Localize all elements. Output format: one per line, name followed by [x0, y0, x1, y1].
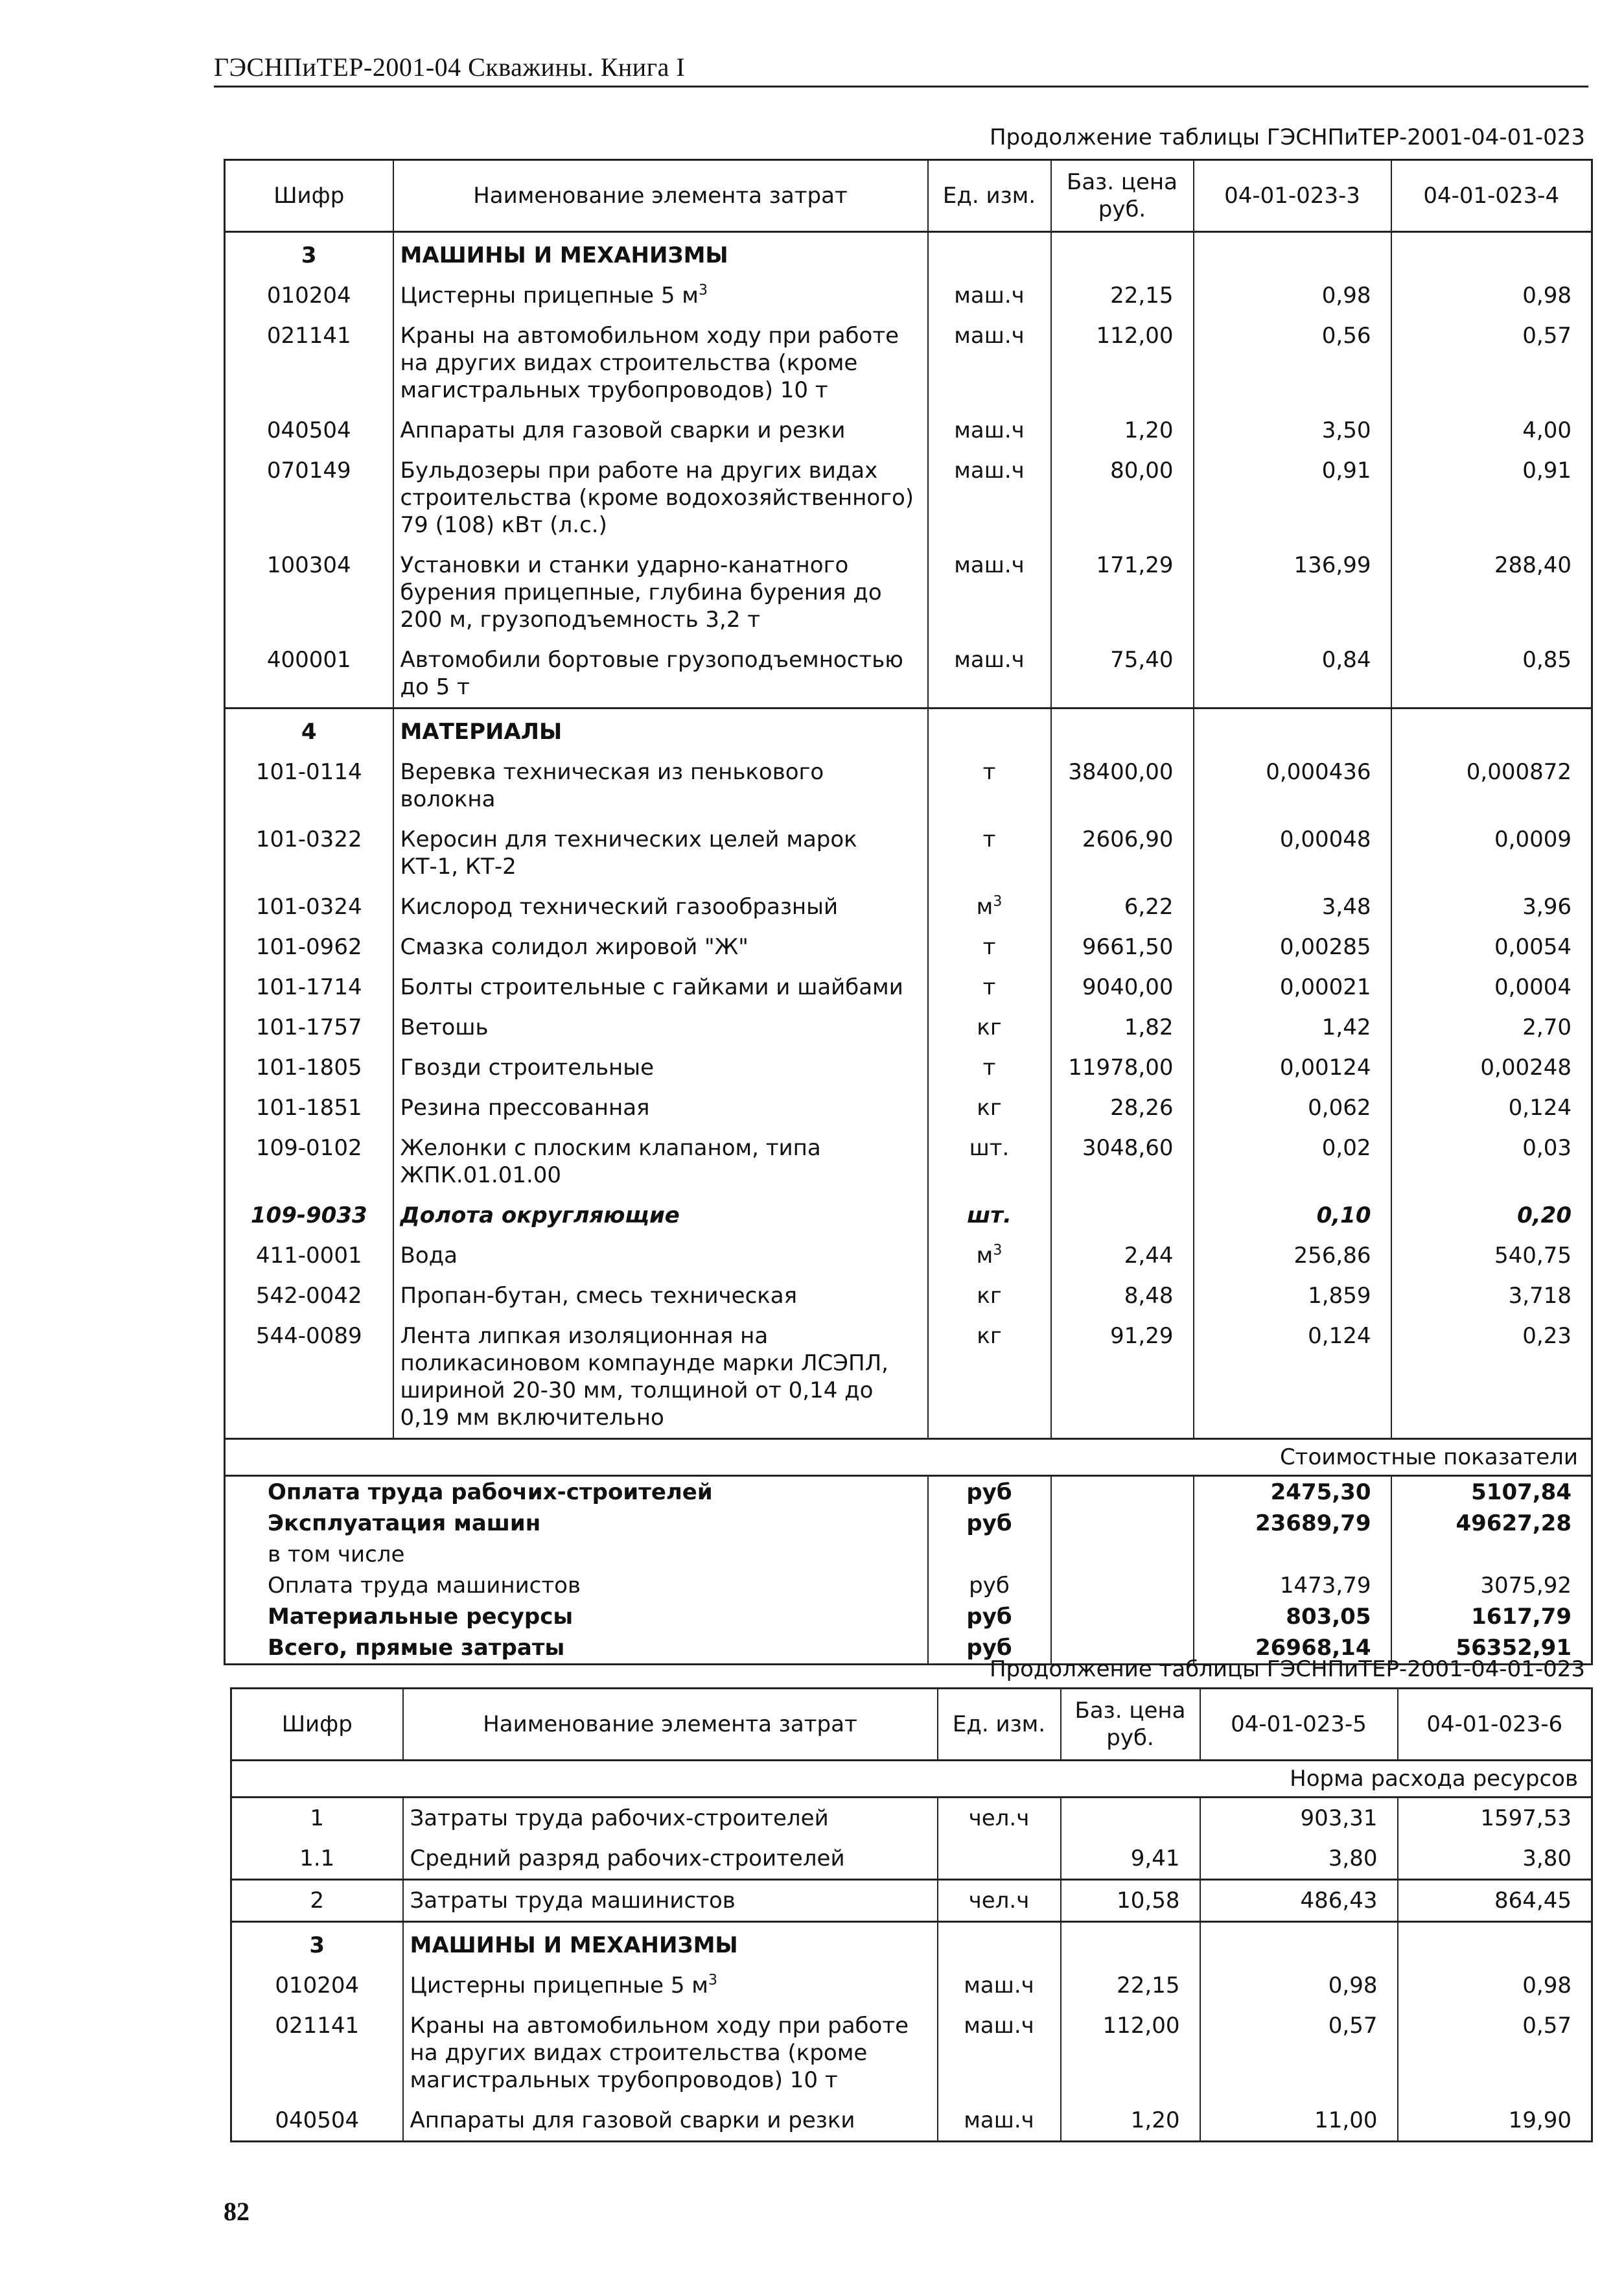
cell-value-1: 0,98	[1200, 1965, 1398, 2006]
cell-price: 3048,60	[1051, 1128, 1194, 1195]
cell-value-1: 0,56	[1194, 316, 1391, 410]
table-row	[225, 967, 1592, 1007]
section-row	[231, 1922, 1592, 1966]
cell-code: 101-1805	[225, 1048, 393, 1088]
cell-unit: $м^3$	[928, 1236, 1051, 1276]
cell-name: Затраты труда машинистов	[403, 1880, 938, 1922]
cell-name: Бульдозеры при работе на других видах строительства (кроме водохозяйственного) 79 (108) кВт (л.с.)	[393, 451, 928, 545]
cell-code: 542-0042	[225, 1276, 393, 1316]
cost-value-2: 1617,79	[1391, 1601, 1592, 1632]
empty-cell	[1051, 1539, 1194, 1570]
cell-price	[1061, 1798, 1200, 1839]
table-row	[231, 2006, 1592, 2100]
cell-value-1: 0,02	[1194, 1128, 1391, 1195]
table-row	[225, 927, 1592, 967]
cost-value-1: 1473,79	[1194, 1570, 1391, 1601]
cell-unit: кг	[928, 1088, 1051, 1128]
cell-name: Долота округляющие	[393, 1195, 928, 1236]
cell-name: Болты строительные с гайками и шайбами	[393, 967, 928, 1007]
cell-code: 021141	[225, 316, 393, 410]
cell-value-2: 0,0004	[1391, 967, 1592, 1007]
cost-unit: руб	[928, 1601, 1051, 1632]
cell-value-2: 0,98	[1391, 275, 1592, 316]
table2-header-row	[231, 1689, 1592, 1761]
cell-code: 010204	[225, 275, 393, 316]
cell-value-2: 2,70	[1391, 1007, 1592, 1048]
cost-row	[225, 1601, 1592, 1632]
cell-value-1: 0,000436	[1194, 752, 1391, 819]
cost-header-label: Стоимостные показатели	[225, 1439, 1592, 1476]
cell-unit: маш.ч	[928, 275, 1051, 316]
empty-cell	[938, 1922, 1061, 1966]
table-row	[231, 1798, 1592, 1839]
empty-cell	[1194, 232, 1391, 276]
cost-unit: руб	[928, 1632, 1051, 1665]
empty-cell	[1051, 1508, 1194, 1539]
cell-value-1: 256,86	[1194, 1236, 1391, 1276]
table-row	[225, 1195, 1592, 1236]
table-row	[225, 1048, 1592, 1088]
cell-value-1: 11,00	[1200, 2100, 1398, 2142]
cell-value-2: 1597,53	[1398, 1798, 1592, 1839]
cell-name: Резина прессованная	[393, 1088, 928, 1128]
cost-label: Эксплуатация машин	[225, 1508, 928, 1539]
table-row	[225, 545, 1592, 640]
cell-price: 11978,00	[1051, 1048, 1194, 1088]
empty-cell	[1051, 1570, 1194, 1601]
cell-unit: т	[928, 967, 1051, 1007]
cell-value-2: 0,20	[1391, 1195, 1592, 1236]
section-code: 3	[231, 1922, 403, 1966]
cell-price: 6,22	[1051, 887, 1194, 927]
cell-name: Аппараты для газовой сварки и резки	[403, 2100, 938, 2142]
norm-header	[231, 1761, 1592, 1798]
cell-unit: кг	[928, 1276, 1051, 1316]
cell-value-2: 0,124	[1391, 1088, 1592, 1128]
cost-value-1: 26968,14	[1194, 1632, 1391, 1665]
empty-cell	[1051, 1476, 1194, 1508]
cell-name: Веревка техническая из пенькового волокна	[393, 752, 928, 819]
cell-value-2: 0,57	[1391, 316, 1592, 410]
header-rule	[214, 86, 1588, 88]
cell-value-2: 4,00	[1391, 410, 1592, 451]
cell-price: 10,58	[1061, 1880, 1200, 1922]
cost-unit: руб	[928, 1508, 1051, 1539]
cell-code: 400001	[225, 640, 393, 709]
cell-unit: кг	[928, 1007, 1051, 1048]
cell-name: Автомобили бортовые грузоподъемностью до 5 т	[393, 640, 928, 709]
cell-code: 100304	[225, 545, 393, 640]
empty-cell	[1051, 709, 1194, 753]
cell-value-2: 0,03	[1391, 1128, 1592, 1195]
cell-value-1: 3,80	[1200, 1838, 1398, 1880]
table-row	[225, 1007, 1592, 1048]
cost-row	[225, 1570, 1592, 1601]
column-header: Ед. изм.	[938, 1689, 1061, 1761]
cost-header	[225, 1439, 1592, 1476]
cell-unit: кг	[928, 1316, 1051, 1439]
cell-price: 75,40	[1051, 640, 1194, 709]
cell-name: Кислород технический газообразный	[393, 887, 928, 927]
cell-unit: маш.ч	[938, 2100, 1061, 2142]
cell-unit: маш.ч	[928, 545, 1051, 640]
cost-unit: руб	[928, 1570, 1051, 1601]
section-name: МАШИНЫ И МЕХАНИЗМЫ	[403, 1922, 938, 1966]
cell-value-2: 3,718	[1391, 1276, 1592, 1316]
cell-name: Цистерны прицепные 5 $м^3$	[403, 1965, 938, 2006]
cell-name: Вода	[393, 1236, 928, 1276]
cell-unit: маш.ч	[928, 410, 1051, 451]
table-row	[225, 410, 1592, 451]
table-row	[231, 1838, 1592, 1880]
cell-unit: т	[928, 927, 1051, 967]
cell-price: 112,00	[1061, 2006, 1200, 2100]
cell-unit: маш.ч	[928, 640, 1051, 709]
cell-price: 91,29	[1051, 1316, 1194, 1439]
cell-name: Краны на автомобильном ходу при работе на других видах строительства (кроме магистральных трубопроводов) 10 т	[393, 316, 928, 410]
cost-value-1: 803,05	[1194, 1601, 1391, 1632]
table-row	[225, 887, 1592, 927]
table-row	[231, 2100, 1592, 2142]
column-header: 04-01-023-3	[1194, 160, 1391, 232]
cell-value-1: 903,31	[1200, 1798, 1398, 1839]
cell-name: Средний разряд рабочих-строителей	[403, 1838, 938, 1880]
cell-code: 070149	[225, 451, 393, 545]
cell-unit: маш.ч	[928, 316, 1051, 410]
cell-code: 021141	[231, 2006, 403, 2100]
cell-name: Лента липкая изоляционная на поликасиновом компаунде марки ЛСЭПЛ, шириной 20-30 мм, толщиной от 0,14 до 0,19 мм включительно	[393, 1316, 928, 1439]
cell-value-1: 0,00021	[1194, 967, 1391, 1007]
section-code: 3	[225, 232, 393, 276]
column-header: 04-01-023-6	[1398, 1689, 1592, 1761]
cell-unit	[938, 1838, 1061, 1880]
cell-price: 2606,90	[1051, 819, 1194, 887]
empty-cell	[928, 232, 1051, 276]
cost-label: Всего, прямые затраты	[225, 1632, 928, 1665]
cell-name: Гвозди строительные	[393, 1048, 928, 1088]
page-header-title: ГЭСНПиТЕР-2001-04 Скважины. Книга I	[214, 53, 686, 82]
column-header: Ед. изм.	[928, 160, 1051, 232]
cell-name: Керосин для технических целей марок КТ-1, КТ-2	[393, 819, 928, 887]
cell-value-2: 0,0054	[1391, 927, 1592, 967]
resource-table-2	[230, 1687, 1593, 2142]
cell-value-2: 0,57	[1398, 2006, 1592, 2100]
cost-label: в том числе	[225, 1539, 928, 1570]
cost-value-2: 5107,84	[1391, 1476, 1592, 1508]
cell-code: 1.1	[231, 1838, 403, 1880]
table-row	[225, 1236, 1592, 1276]
cell-price: 9661,50	[1051, 927, 1194, 967]
cell-value-1: 0,00124	[1194, 1048, 1391, 1088]
cell-price: 22,15	[1061, 1965, 1200, 2006]
cell-value-2: 0,000872	[1391, 752, 1592, 819]
cell-price: 9,41	[1061, 1838, 1200, 1880]
cell-price: 28,26	[1051, 1088, 1194, 1128]
cell-value-1: 0,062	[1194, 1088, 1391, 1128]
empty-cell	[928, 709, 1051, 753]
superscript: 3	[993, 893, 1003, 910]
resource-table-1	[224, 159, 1593, 1665]
cell-value-2: 3,80	[1398, 1838, 1592, 1880]
table1-caption: Продолжение таблицы ГЭСНПиТЕР-2001-04-01-023	[989, 124, 1585, 150]
cell-value-1: 3,48	[1194, 887, 1391, 927]
cell-name: Смазка солидол жировой "Ж"	[393, 927, 928, 967]
cell-value-2: 3,96	[1391, 887, 1592, 927]
cell-value-1: 0,84	[1194, 640, 1391, 709]
cell-unit: $м^3$	[928, 887, 1051, 927]
cell-price: 1,20	[1061, 2100, 1200, 2142]
cost-unit	[928, 1539, 1051, 1570]
table-row	[225, 1088, 1592, 1128]
cell-code: 411-0001	[225, 1236, 393, 1276]
cell-unit: шт.	[928, 1128, 1051, 1195]
cost-value-1: 2475,30	[1194, 1476, 1391, 1508]
cell-name: Желонки с плоским клапаном, типа ЖПК.01.01.00	[393, 1128, 928, 1195]
cell-code: 544-0089	[225, 1316, 393, 1439]
empty-cell	[1391, 232, 1592, 276]
cell-unit: т	[928, 752, 1051, 819]
cell-value-2: 288,40	[1391, 545, 1592, 640]
table1-header-row	[225, 160, 1592, 232]
table-row	[225, 752, 1592, 819]
cell-unit: чел.ч	[938, 1798, 1061, 1839]
cost-label: Оплата труда рабочих-строителей	[225, 1476, 928, 1508]
table-row	[231, 1880, 1592, 1922]
section-name: МАТЕРИАЛЫ	[393, 709, 928, 753]
empty-cell	[1398, 1922, 1592, 1966]
cell-code: 101-0962	[225, 927, 393, 967]
column-header: Шифр	[225, 160, 393, 232]
cell-value-1: 0,00285	[1194, 927, 1391, 967]
column-header: Шифр	[231, 1689, 403, 1761]
cell-unit: т	[928, 1048, 1051, 1088]
column-header: 04-01-023-4	[1391, 160, 1592, 232]
cell-unit: шт.	[928, 1195, 1051, 1236]
superscript: 3	[708, 1972, 717, 1989]
cell-unit: маш.ч	[928, 451, 1051, 545]
cell-code: 040504	[231, 2100, 403, 2142]
cell-price: 8,48	[1051, 1276, 1194, 1316]
empty-cell	[1200, 1922, 1398, 1966]
cell-code: 101-0322	[225, 819, 393, 887]
cell-value-2: 0,23	[1391, 1316, 1592, 1439]
cell-code: 1	[231, 1798, 403, 1839]
cell-code: 101-1851	[225, 1088, 393, 1128]
cell-unit: маш.ч	[938, 2006, 1061, 2100]
cost-value-2	[1391, 1539, 1592, 1570]
cell-unit: т	[928, 819, 1051, 887]
cell-value-1: 0,10	[1194, 1195, 1391, 1236]
cell-value-1: 0,91	[1194, 451, 1391, 545]
cell-value-2: 0,85	[1391, 640, 1592, 709]
cell-value-1: 0,124	[1194, 1316, 1391, 1439]
cell-price	[1051, 1195, 1194, 1236]
cost-label: Оплата труда машинистов	[225, 1570, 928, 1601]
column-header: Наименование элемента затрат	[403, 1689, 938, 1761]
empty-cell	[1051, 232, 1194, 276]
cell-value-2: 0,00248	[1391, 1048, 1592, 1088]
superscript: 3	[698, 282, 708, 299]
column-header: 04-01-023-5	[1200, 1689, 1398, 1761]
cost-value-1	[1194, 1539, 1391, 1570]
cost-row	[225, 1476, 1592, 1508]
table2-caption: Продолжение таблицы ГЭСНПиТЕР-2001-04-01-023	[989, 1656, 1585, 1682]
cell-value-2: 0,0009	[1391, 819, 1592, 887]
section-code: 4	[225, 709, 393, 753]
table-row	[225, 1128, 1592, 1195]
cell-value-2: 19,90	[1398, 2100, 1592, 2142]
table-row	[225, 640, 1592, 709]
column-header: Наименование элемента затрат	[393, 160, 928, 232]
cell-unit: чел.ч	[938, 1880, 1061, 1922]
cost-value-2: 49627,28	[1391, 1508, 1592, 1539]
cell-value-1: 0,98	[1194, 275, 1391, 316]
cost-row	[225, 1508, 1592, 1539]
cell-value-1: 1,859	[1194, 1276, 1391, 1316]
cell-value-1: 136,99	[1194, 545, 1391, 640]
cost-row	[225, 1539, 1592, 1570]
cell-name: Аппараты для газовой сварки и резки	[393, 410, 928, 451]
section-row	[225, 232, 1592, 276]
cell-value-2: 0,98	[1398, 1965, 1592, 2006]
empty-cell	[1194, 709, 1391, 753]
cell-price: 1,20	[1051, 410, 1194, 451]
cell-price: 9040,00	[1051, 967, 1194, 1007]
cell-name: Затраты труда рабочих-строителей	[403, 1798, 938, 1839]
table-row	[225, 1276, 1592, 1316]
cell-code: 040504	[225, 410, 393, 451]
cell-price: 80,00	[1051, 451, 1194, 545]
cost-value-2: 3075,92	[1391, 1570, 1592, 1601]
section-name: МАШИНЫ И МЕХАНИЗМЫ	[393, 232, 928, 276]
section-row	[225, 709, 1592, 753]
cell-name: Пропан-бутан, смесь техническая	[393, 1276, 928, 1316]
cost-unit: руб	[928, 1476, 1051, 1508]
cell-value-2: 0,91	[1391, 451, 1592, 545]
empty-cell	[1051, 1601, 1194, 1632]
superscript: 3	[993, 1242, 1003, 1259]
cell-code: 109-0102	[225, 1128, 393, 1195]
cost-value-2: 56352,91	[1391, 1632, 1592, 1665]
empty-cell	[1061, 1922, 1200, 1966]
cell-code: 2	[231, 1880, 403, 1922]
cell-name: Цистерны прицепные 5 $м^3$	[393, 275, 928, 316]
cell-value-1: 0,00048	[1194, 819, 1391, 887]
cost-value-1: 23689,79	[1194, 1508, 1391, 1539]
cell-code: 010204	[231, 1965, 403, 2006]
norm-header-label: Норма расхода ресурсов	[231, 1761, 1592, 1798]
empty-cell	[1391, 709, 1592, 753]
table-row	[225, 451, 1592, 545]
cell-value-1: 3,50	[1194, 410, 1391, 451]
table-row	[225, 316, 1592, 410]
cell-code: 101-0324	[225, 887, 393, 927]
cell-unit: маш.ч	[938, 1965, 1061, 2006]
cost-label: Материальные ресурсы	[225, 1601, 928, 1632]
cell-price: 112,00	[1051, 316, 1194, 410]
page-number: 82	[224, 2197, 249, 2226]
column-header: Баз. цена руб.	[1061, 1689, 1200, 1761]
cell-price: 171,29	[1051, 545, 1194, 640]
cell-value-2: 540,75	[1391, 1236, 1592, 1276]
cell-price: 38400,00	[1051, 752, 1194, 819]
cell-price: 1,82	[1051, 1007, 1194, 1048]
cell-code: 101-0114	[225, 752, 393, 819]
cell-value-1: 486,43	[1200, 1880, 1398, 1922]
table-row	[225, 1316, 1592, 1439]
table-row	[225, 275, 1592, 316]
cell-price: 22,15	[1051, 275, 1194, 316]
cell-code: 109-9033	[225, 1195, 393, 1236]
table-row	[231, 1965, 1592, 2006]
cell-price: 2,44	[1051, 1236, 1194, 1276]
column-header: Баз. цена руб.	[1051, 160, 1194, 232]
cell-code: 101-1757	[225, 1007, 393, 1048]
cell-value-1: 1,42	[1194, 1007, 1391, 1048]
cell-value-1: 0,57	[1200, 2006, 1398, 2100]
cell-name: Ветошь	[393, 1007, 928, 1048]
cell-value-2: 864,45	[1398, 1880, 1592, 1922]
cell-name: Установки и станки ударно-канатного бурения прицепные, глубина бурения до 200 м, грузоподъемность 3,2 т	[393, 545, 928, 640]
table-row	[225, 819, 1592, 887]
cell-code: 101-1714	[225, 967, 393, 1007]
cell-name: Краны на автомобильном ходу при работе на других видах строительства (кроме магистральных трубопроводов) 10 т	[403, 2006, 938, 2100]
